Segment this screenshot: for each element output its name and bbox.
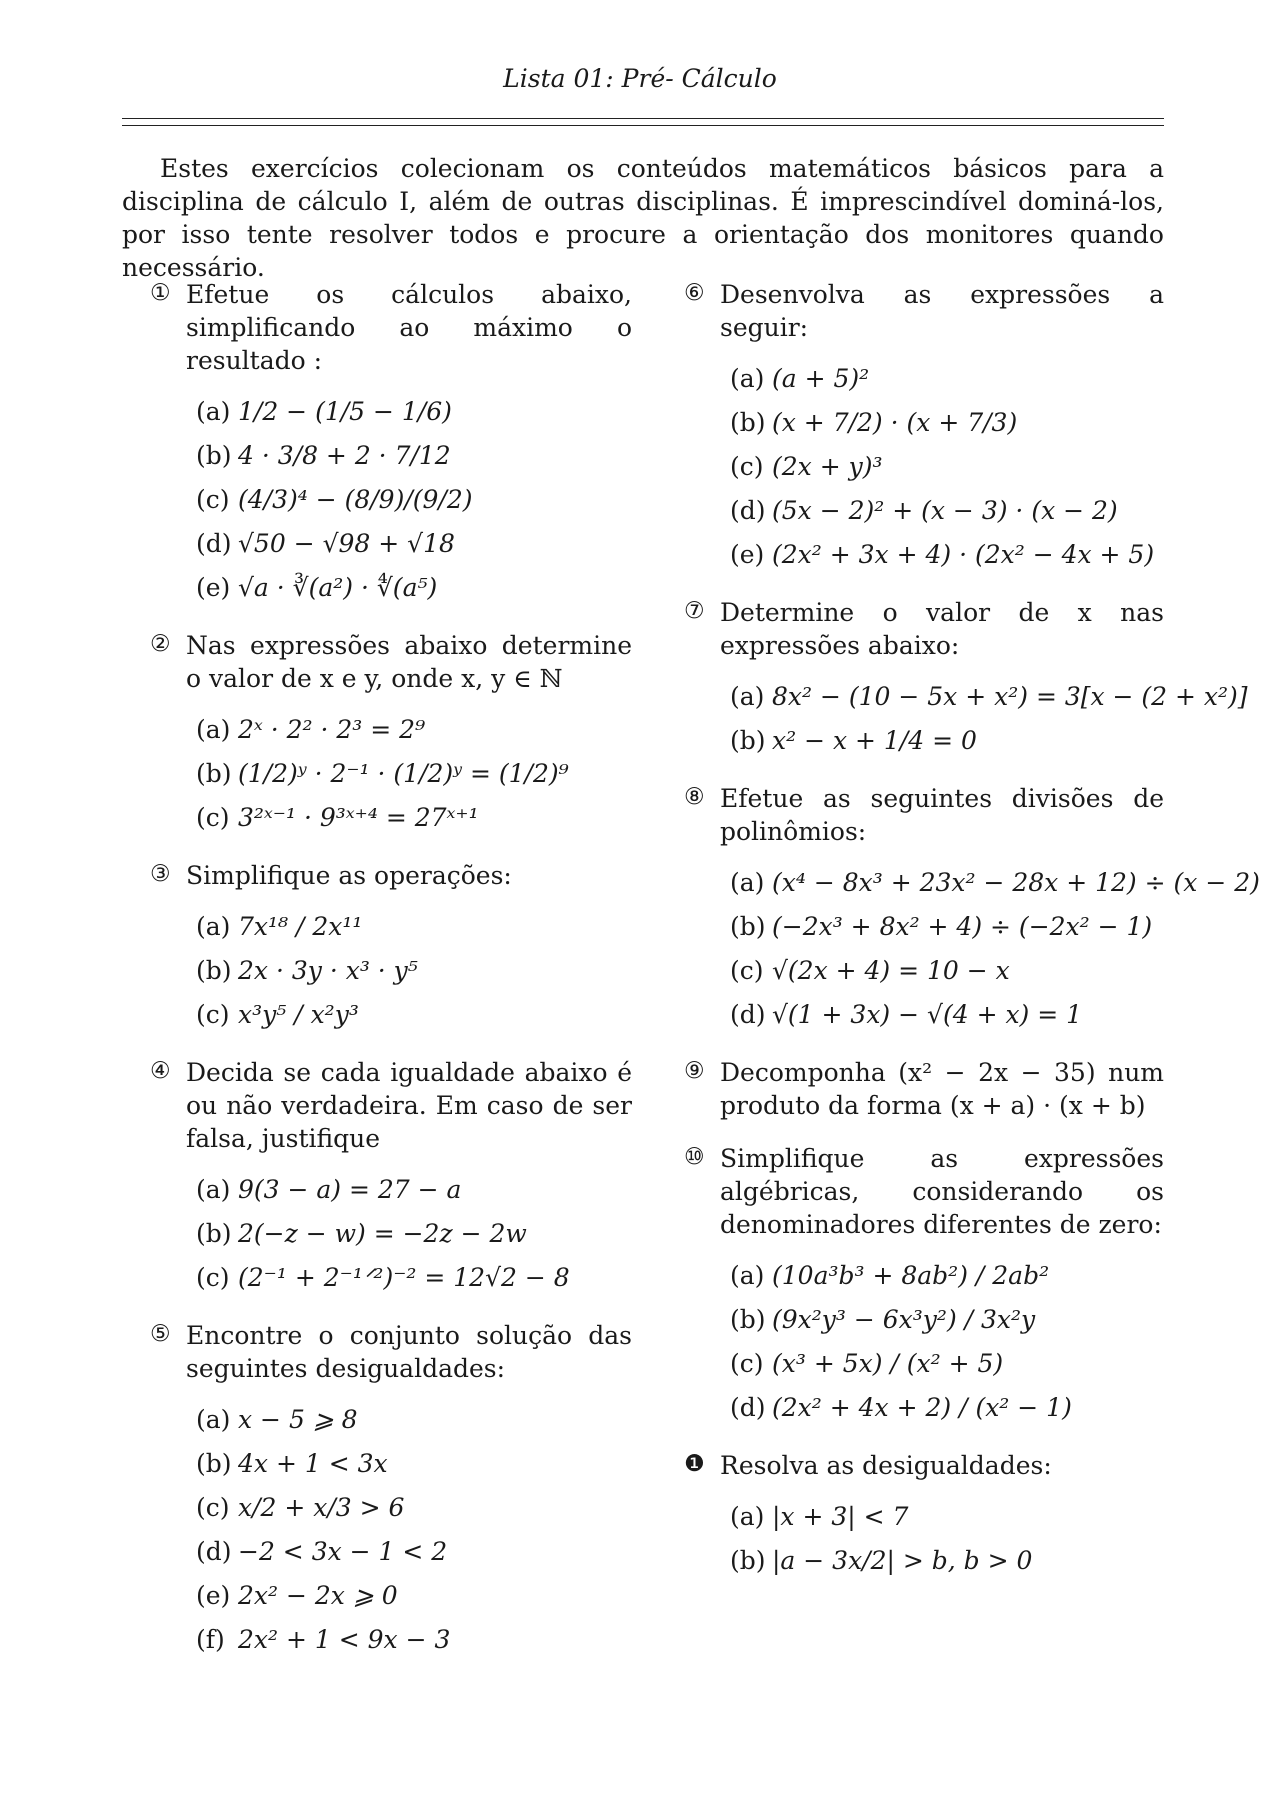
item-label: (c) (730, 956, 764, 986)
item-label: (a) (730, 364, 765, 394)
item-expression: (1/2)ʸ · 2⁻¹ · (1/2)ʸ = (1/2)⁹ (238, 759, 569, 789)
item-expression: (2⁻¹ + 2⁻¹ᐟ²)⁻² = 12√2 − 8 (238, 1263, 570, 1293)
item-expression: 7x¹⁸ / 2x¹¹ (238, 912, 363, 942)
question-9 (684, 1056, 1164, 1122)
item-label: (b) (196, 759, 232, 789)
item-list (730, 1496, 1164, 1582)
item-list (196, 391, 632, 609)
list-item (196, 1487, 632, 1529)
item-label: (c) (196, 1263, 230, 1293)
item-label: (a) (196, 715, 231, 745)
item-list (196, 1169, 632, 1299)
question-number: ⑨ (684, 1058, 705, 1084)
list-item (730, 490, 1164, 532)
item-expression: |a − 3x/2| > b, b > 0 (772, 1546, 1033, 1576)
question-number: ③ (150, 861, 171, 887)
item-expression: 9(3 − a) = 27 − a (238, 1175, 462, 1205)
item-label: (d) (730, 496, 766, 526)
list-item (730, 1387, 1164, 1429)
list-item (196, 391, 632, 433)
item-label: (b) (730, 1305, 766, 1335)
item-expression: (−2x³ + 8x² + 4) ÷ (−2x² − 1) (772, 912, 1153, 942)
list-item (730, 906, 1164, 948)
item-label: (a) (196, 1175, 231, 1205)
question-number: ⑩ (684, 1144, 705, 1170)
item-expression: (a + 5)² (772, 364, 870, 394)
list-item (196, 1619, 632, 1661)
item-expression: 2x² + 1 < 9x − 3 (238, 1625, 451, 1655)
item-list (730, 1255, 1164, 1429)
list-item (196, 1443, 632, 1485)
left-column (150, 278, 632, 1681)
item-label: (e) (196, 1581, 231, 1611)
question-10 (684, 1142, 1164, 1429)
list-item (196, 753, 632, 795)
question-number: ② (150, 631, 171, 657)
list-item (196, 479, 632, 521)
question-text: Determine o valor de x nas expressões abaixo: (720, 598, 1164, 660)
item-expression: (2x² + 4x + 2) / (x² − 1) (772, 1393, 1072, 1423)
item-label: (c) (196, 803, 230, 833)
list-item (196, 1399, 632, 1441)
item-expression: x − 5 ⩾ 8 (238, 1405, 358, 1435)
question-4 (150, 1056, 632, 1299)
list-item (730, 862, 1260, 904)
item-label: (a) (730, 868, 765, 898)
item-expression: (x³ + 5x) / (x² + 5) (772, 1349, 1004, 1379)
item-list (730, 862, 1260, 1036)
item-label: (e) (730, 540, 765, 570)
item-expression: x² − x + 1/4 = 0 (772, 726, 977, 756)
item-expression: (2x + y)³ (772, 452, 883, 482)
item-label: (e) (196, 573, 231, 603)
item-label: (d) (730, 1393, 766, 1423)
question-number: ⑥ (684, 280, 705, 306)
item-expression: √(2x + 4) = 10 − x (772, 956, 1010, 986)
item-list (196, 906, 632, 1036)
question-5 (150, 1319, 632, 1661)
question-2 (150, 629, 632, 839)
item-expression: (2x² + 3x + 4) · (2x² − 4x + 5) (772, 540, 1155, 570)
item-expression: (4/3)⁴ − (8/9)/(9/2) (238, 485, 473, 515)
question-text: Decomponha (x² − 2x − 35) num produto da forma (x + a) · (x + b) (720, 1058, 1164, 1120)
item-expression: 2ˣ · 2² · 2³ = 2⁹ (238, 715, 426, 745)
list-item (196, 1257, 632, 1299)
list-item (196, 1575, 632, 1617)
item-expression: |x + 3| < 7 (772, 1502, 909, 1532)
question-text: Nas expressões abaixo determine o valor de x e y, onde x, y ∈ ℕ (186, 631, 632, 693)
item-expression: √a · ∛(a²) · ∜(a⁵) (238, 573, 438, 603)
item-label: (b) (730, 726, 766, 756)
item-expression: 2x · 3y · x³ · y⁵ (238, 956, 418, 986)
list-item (196, 435, 632, 477)
intro-paragraph: Estes exercícios colecionam os conteúdos matemáticos básicos para a disciplina de cálculo I, além de outras disciplinas. É imprescindível dominá-los, por isso tente resolver todos e procure a orientação dos monitores quando necessário. (122, 154, 1164, 282)
page-header: Lista 01: Pré- Cálculo (503, 64, 777, 93)
item-list (730, 358, 1164, 576)
item-list (196, 709, 632, 839)
item-expression: 4x + 1 < 3x (238, 1449, 388, 1479)
item-label: (c) (196, 485, 230, 515)
list-item (730, 720, 1164, 762)
item-expression: 4 · 3/8 + 2 · 7/12 (238, 441, 451, 471)
list-item (730, 994, 1164, 1036)
item-expression: (x⁴ − 8x³ + 23x² − 28x + 12) ÷ (x − 2) (772, 868, 1260, 898)
question-8 (684, 782, 1260, 1036)
header-rule-bottom (122, 125, 1164, 126)
item-label: (a) (730, 1502, 765, 1532)
question-3 (150, 859, 632, 1036)
item-label: (b) (730, 912, 766, 942)
question-text: Decida se cada igualdade abaixo é ou não verdadeira. Em caso de ser falsa, justifique (186, 1058, 632, 1153)
list-item (196, 523, 632, 565)
header-rule-top (122, 118, 1164, 119)
question-text: Efetue os cálculos abaixo, simplificando ao máximo o resultado : (186, 280, 632, 375)
item-expression: 2x² − 2x ⩾ 0 (238, 1581, 398, 1611)
item-label: (c) (730, 452, 764, 482)
question-6 (684, 278, 1164, 576)
question-text: Resolva as desigualdades: (720, 1451, 1052, 1480)
list-item (196, 950, 632, 992)
list-item (730, 534, 1164, 576)
item-label: (b) (196, 1449, 232, 1479)
question-7 (684, 596, 1248, 762)
question-text: Desenvolva as expressões a seguir: (720, 280, 1164, 342)
list-item (730, 1299, 1164, 1341)
list-item (730, 446, 1164, 488)
item-label: (a) (196, 397, 231, 427)
item-label: (d) (730, 1000, 766, 1030)
item-label: (b) (196, 441, 232, 471)
question-number: ⑤ (150, 1321, 171, 1347)
right-column (684, 278, 1260, 1602)
list-item (730, 402, 1164, 444)
item-expression: (5x − 2)² + (x − 3) · (x − 2) (772, 496, 1118, 526)
item-label: (f) (196, 1625, 225, 1655)
item-expression: (10a³b³ + 8ab²) / 2ab² (772, 1261, 1050, 1291)
question-11 (684, 1449, 1164, 1582)
list-item (730, 950, 1164, 992)
list-item (730, 1343, 1164, 1385)
item-expression: 2(−z − w) = −2z − 2w (238, 1219, 527, 1249)
item-expression: (x + 7/2) · (x + 7/3) (772, 408, 1018, 438)
item-expression: √50 − √98 + √18 (238, 529, 455, 559)
question-text: Simplifique as expressões algébricas, considerando os denominadores diferentes de zero: (720, 1144, 1164, 1239)
question-text: Simplifique as operações: (186, 861, 512, 890)
item-expression: 3²ˣ⁻¹ · 9³ˣ⁺⁴ = 27ˣ⁺¹ (238, 803, 479, 833)
item-list (196, 1399, 632, 1661)
item-expression: x³y⁵ / x²y³ (238, 1000, 359, 1030)
item-label: (a) (196, 1405, 231, 1435)
item-label: (d) (196, 1537, 232, 1567)
list-item (730, 358, 1164, 400)
item-label: (d) (196, 529, 232, 559)
list-item (196, 994, 632, 1036)
list-item (730, 1496, 1164, 1538)
item-label: (c) (196, 1493, 230, 1523)
question-number: ① (150, 280, 171, 306)
item-expression: x/2 + x/3 > 6 (238, 1493, 405, 1523)
question-number: ⑧ (684, 784, 705, 810)
item-expression: √(1 + 3x) − √(4 + x) = 1 (772, 1000, 1083, 1030)
question-text: Encontre o conjunto solução das seguintes desigualdades: (186, 1321, 632, 1383)
list-item (196, 709, 632, 751)
item-expression: 8x² − (10 − 5x + x²) = 3[x − (2 + x²)] (772, 682, 1248, 712)
list-item (196, 1169, 632, 1211)
list-item (730, 1255, 1164, 1297)
question-number: ⑦ (684, 598, 705, 624)
item-expression: −2 < 3x − 1 < 2 (238, 1537, 448, 1567)
question-number: ❶ (684, 1451, 705, 1477)
item-expression: 1/2 − (1/5 − 1/6) (238, 397, 452, 427)
item-label: (a) (196, 912, 231, 942)
item-expression: (9x²y³ − 6x³y²) / 3x²y (772, 1305, 1036, 1335)
list-item (196, 1531, 632, 1573)
item-label: (a) (730, 1261, 765, 1291)
item-label: (c) (196, 1000, 230, 1030)
item-label: (c) (730, 1349, 764, 1379)
item-label: (b) (196, 1219, 232, 1249)
item-label: (b) (730, 408, 766, 438)
list-item (196, 797, 632, 839)
list-item (196, 906, 632, 948)
question-number: ④ (150, 1058, 171, 1084)
item-label: (b) (196, 956, 232, 986)
item-label: (b) (730, 1546, 766, 1576)
item-label: (a) (730, 682, 765, 712)
item-list (730, 676, 1248, 762)
list-item (196, 1213, 632, 1255)
list-item (730, 1540, 1164, 1582)
question-1 (150, 278, 632, 609)
list-item (730, 676, 1248, 718)
question-text: Efetue as seguintes divisões de polinômios: (720, 784, 1164, 846)
list-item (196, 567, 632, 609)
